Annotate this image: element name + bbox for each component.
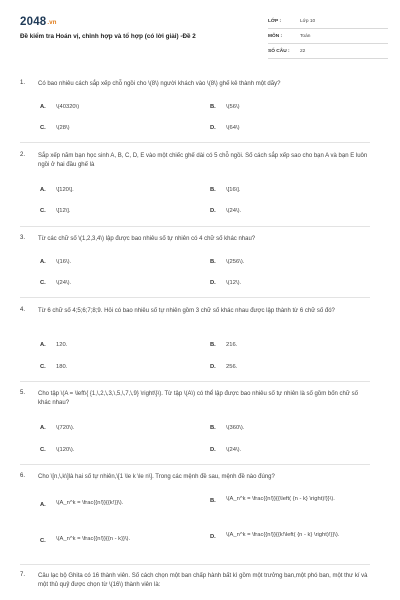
option-text: \[16\]. [226, 187, 241, 193]
option-d[interactable] [210, 446, 241, 455]
question-3 [20, 235, 370, 297]
option-label: D. [210, 208, 216, 214]
question-number: 1. [20, 80, 26, 86]
meta-value: Toán [300, 33, 311, 39]
option-label: D. [210, 447, 216, 453]
option-text: \(A_n^k = \frac{{n!}}{{k!\left( {n - k} \right)!}}\). [226, 532, 340, 538]
option-text: \[120\]. [56, 187, 74, 193]
option-text: \(120\). [56, 447, 75, 453]
option-d[interactable] [210, 363, 237, 372]
option-label: C. [40, 280, 46, 286]
option-text: \(A_n^k = \frac{{n!}}{{n - k}}\). [56, 536, 131, 542]
meta-value: Lớp 10 [300, 18, 316, 24]
question-6 [20, 473, 370, 561]
meta-row-count [268, 44, 388, 59]
question-text: Câu lạc bộ Ghita có 16 thành viên. Số cách chọn một ban chấp hành bất kì gồm một trưởng ban,một phó ban, một thư kí và một thủ quỹ được chọn từ \(16\) thành viên là: [38, 573, 368, 589]
option-label: A. [40, 425, 46, 431]
option-text: \[12\]. [56, 208, 71, 214]
option-d[interactable] [210, 207, 241, 216]
option-b[interactable] [210, 495, 366, 506]
site-logo[interactable] [20, 16, 57, 28]
option-text: 216. [226, 342, 238, 348]
question-number: 5. [20, 390, 26, 396]
option-text: 180. [56, 364, 68, 370]
option-text: \(16\). [56, 259, 72, 265]
header [16, 14, 386, 70]
option-text: \(24\). [56, 280, 72, 286]
option-text: \(56\) [226, 104, 240, 110]
option-c[interactable] [40, 446, 74, 455]
option-text: 120. [56, 342, 68, 348]
doc-title: Đề kiểm tra Hoán vị, chỉnh hợp và tổ hợp (có lời giải) -Đề 2 [20, 33, 196, 40]
logo-main: 2048 [20, 16, 47, 28]
option-a[interactable] [40, 424, 74, 433]
option-c[interactable] [40, 207, 71, 216]
option-label: C. [40, 538, 46, 544]
option-label: C. [40, 208, 46, 214]
divider [20, 464, 370, 465]
option-a[interactable] [40, 499, 196, 510]
option-label: C. [40, 364, 46, 370]
option-a[interactable] [40, 258, 71, 267]
question-number: 7. [20, 572, 26, 578]
option-text: \(256\). [226, 259, 245, 265]
question-text: Sắp xếp năm bạn học sinh A, B, C, D, E vào một chiếc ghế dài có 5 chỗ ngồi. Số cách sắp xếp sao cho bạn A và bạn E luôn ngồi ở hai đầu ghế là [38, 153, 368, 169]
question-number: 3. [20, 235, 26, 241]
option-d[interactable] [210, 279, 241, 288]
meta-row-subject [268, 29, 388, 44]
option-b[interactable] [210, 258, 244, 267]
meta-key: MÔN : [268, 33, 283, 39]
question-text: Từ các chữ số \(1,2,3,4\) lập được bao nhiêu số tự nhiên có 4 chữ số khác nhau? [38, 236, 256, 242]
option-text: \(A_n^k = \frac{{n!}}{{k!}}\). [56, 500, 124, 506]
option-label: C. [40, 125, 46, 131]
option-label: B. [210, 342, 216, 348]
question-number: 6. [20, 473, 26, 479]
question-4 [20, 307, 370, 379]
meta-key: LỚP : [268, 18, 282, 24]
option-text: 256. [226, 364, 238, 370]
option-text: \(A_n^k = \frac{{n!}}{{\left( {n - k} \right)!}}\). [226, 496, 335, 502]
option-b[interactable] [210, 186, 241, 195]
question-text: Có bao nhiêu cách sắp xếp chỗ ngồi cho \(8\) người khách vào \(8\) ghế kê thành một dãy? [38, 81, 281, 87]
option-text: \(28\) [56, 125, 70, 131]
option-a[interactable] [40, 103, 79, 112]
option-c[interactable] [40, 124, 70, 133]
question-2 [20, 152, 370, 224]
option-label: D. [210, 125, 216, 131]
divider [20, 226, 370, 227]
option-label: A. [40, 502, 46, 508]
option-text: \(24\). [226, 447, 242, 453]
meta-table [268, 14, 388, 59]
divider [20, 381, 370, 382]
option-text: \(360\). [226, 425, 245, 431]
option-text: \(720\). [56, 425, 75, 431]
option-label: D. [210, 280, 216, 286]
divider [20, 142, 370, 143]
divider [20, 297, 370, 298]
question-text: Cho tập \(A = \left\{ {1,\,2,\,3,\,5,\,7,\,9} \right\}\). Từ tập \(A\) có thể lập được bao nhiêu số tự nhiên là số gồm bốn chữ số khác nhau? [38, 391, 358, 407]
option-c[interactable] [40, 535, 196, 546]
question-text: Cho \[n,\,k\]là hai số tự nhiên,\[1 \le k \le n\]. Trong các mệnh đề sau, mệnh đề nào đúng? [38, 474, 275, 480]
option-c[interactable] [40, 279, 71, 288]
option-label: B. [210, 259, 216, 265]
option-b[interactable] [210, 341, 237, 350]
question-5 [20, 390, 370, 462]
option-label: A. [40, 342, 46, 348]
question-text: Từ 6 chữ số 4;5;6;7;8;9. Hỏi có bao nhiêu số tự nhiên gồm 3 chữ số khác nhau được lập thành từ 6 chữ số đó? [38, 308, 335, 314]
logo-suffix: .vn [47, 20, 57, 26]
question-7 [20, 572, 370, 598]
option-text: \(24\). [226, 208, 242, 214]
option-a[interactable] [40, 186, 74, 195]
option-label: B. [210, 425, 216, 431]
option-label: D. [210, 534, 216, 540]
meta-row-class [268, 14, 388, 29]
option-b[interactable] [210, 424, 244, 433]
option-b[interactable] [210, 103, 240, 112]
option-d[interactable] [210, 124, 240, 133]
divider [20, 564, 370, 565]
option-label: C. [40, 447, 46, 453]
option-label: A. [40, 187, 46, 193]
option-text: \(40320\) [56, 104, 80, 110]
option-label: B. [210, 104, 216, 110]
option-label: B. [210, 187, 216, 193]
option-d[interactable] [210, 531, 366, 542]
option-label: D. [210, 364, 216, 370]
option-text: \(12\). [226, 280, 242, 286]
option-text: \(64\) [226, 125, 240, 131]
question-number: 2. [20, 152, 26, 158]
option-a[interactable] [40, 341, 67, 350]
meta-key: SỐ CÂU : [268, 48, 290, 54]
question-1 [20, 80, 370, 142]
option-label: A. [40, 259, 46, 265]
option-c[interactable] [40, 363, 67, 372]
option-label: B. [210, 498, 216, 504]
option-label: A. [40, 104, 46, 110]
meta-value: 22 [300, 48, 306, 54]
question-number: 4. [20, 307, 26, 313]
